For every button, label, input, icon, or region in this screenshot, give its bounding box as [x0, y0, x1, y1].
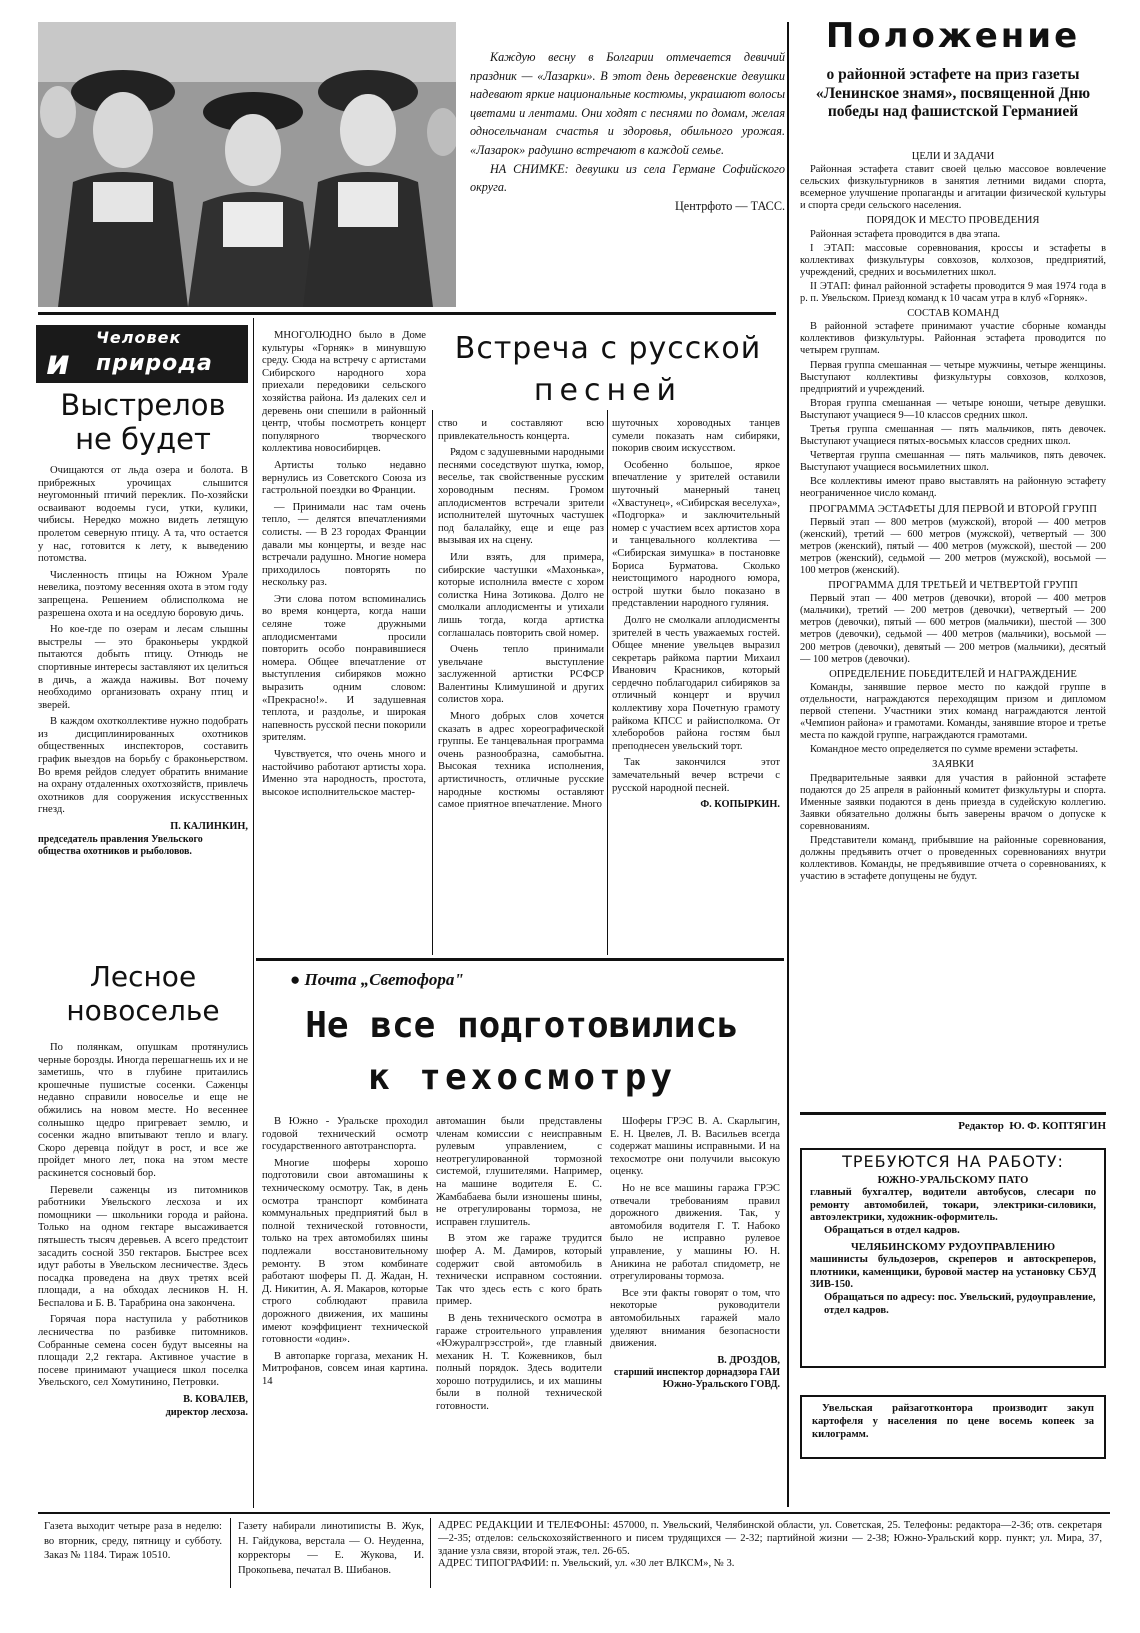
job-ads-title: ТРЕБУЮТСЯ НА РАБОТУ: — [842, 1152, 1064, 1171]
rubric-nature-line1: Человек — [96, 328, 182, 347]
article-inspection-paragraph: В Южно - Уральске проходил годовой технический осмотр государственного автотранспорта. — [262, 1116, 428, 1153]
regulation-sections — [800, 151, 1106, 883]
article-forest-body — [38, 1042, 248, 1504]
photo-caption — [470, 48, 785, 215]
article-forest-paragraph: По полянкам, опушкам протянулись черные борозды. Иногда перешагнешь их и не заметишь, что в глубине притаились крошечные пушистые сосенки. Саженцы недавно справили новоселье и еще не обжились на новом месте. Но весеннее солнышко щедро пригревает землю, и сосенки жадно впитывают тепло и влагу. Скоро деревца пойдут в рост, и все же пройдет много лет, пока на этом месте раскинется сосновый бор. — [38, 1042, 248, 1179]
regulation-section-head: ОПРЕДЕЛЕНИЕ ПОБЕДИТЕЛЕЙ И НАГРАЖДЕНИЕ — [829, 668, 1077, 680]
article-inspection-signature-role: старший инспектор дорнадзора ГАИ Южно-Уральского ГОВД. — [613, 1367, 780, 1391]
article-shots-signature-role: председатель правления Увельского общества охотников и рыболовов. — [38, 833, 203, 857]
regulation-paragraph: Представители команд, прибывшие на районные соревнования, должны предъявить отчет о проведенных соревнованиях внутри коллективов. Команды, не предъявившие отчета о соревнованиях, к участию в эстафете допущены не будут. — [800, 834, 1106, 883]
regulation-paragraph: Первый этап — 800 метров (мужской), второй — 400 метров (женский), третий — 600 метров (мужской), четвертый — 300 метров (женский), пятый — 400 метров (мужской), шестой — 200 метров (женский), седьмой — 200 метров (мужской), восьмой — 100 метров (женский). — [800, 516, 1106, 576]
regulation-section-head: ЦЕЛИ И ЗАДАЧИ — [911, 151, 995, 162]
regulation-section-head: ПРОГРАММА ДЛЯ ТРЕТЬЕЙ И ЧЕТВЕРТОЙ ГРУПП — [828, 580, 1078, 592]
article-meeting-paragraph: Особенно большое, яркое впечатление у зрителей оставили шуточный манерный танец «Хвастунец», «Сибирская веселуха», «Подгорка» и заключительный номер с участием всех артистов хора и танцевального коллектива — «Сибирская зимушка» в постановке Бориса Бурматова. Сколько неистощимого народного юмора, острой шутки было показано в представлении народного гуляния. — [612, 459, 780, 610]
footer-publication: Газета выходит четыре раза в неделю: во вторник, среду, пятницу и субботу. Заказ № 1184. Тираж 10510. — [44, 1521, 222, 1561]
article-meeting-paragraph: — Принимали нас там очень тепло, — делятся впечатлениями солисты. — В 23 городах Франции давали мы концерты, и везде нас встречали радушно. Многие номера приходилось повторять по нескольку раз. — [262, 501, 426, 589]
regulation-paragraph: Третья группа смешанная — пять мальчиков, пять девочек. Выступают учащиеся пятых-восьмых классов средних школ. — [800, 423, 1106, 448]
article-meeting-col1 — [262, 330, 426, 952]
rubric-nature — [36, 325, 248, 383]
regulation-section-head: ПРОГРАММА ЭСТАФЕТЫ ДЛЯ ПЕРВОЙ И ВТОРОЙ ГРУПП — [809, 503, 1097, 515]
article-meeting-paragraph: Много добрых слов хочется сказать в адрес хореографической группы. Ее танцевальная программа очень разнообразна, самобытна. Высокая техника исполнения, артистичность, отличные русские народные костюмы оставляют самое приятное впечатление. Много — [438, 711, 604, 811]
article-forest-title-line2: новоселье — [66, 994, 220, 1027]
regulation-paragraph: Предварительные заявки для участия в районной эстафете подаются до 25 апреля в районный комитет физкультуры и спорта. Именные заявки подаются в день приезда в судейскую коллегию. Заявки обязательно должны быть заверены врачом о допуске к соревнованиям. — [800, 772, 1106, 832]
article-meeting-paragraph: Артисты только недавно вернулись из Советского Союза из гастрольной поездки во Франции. — [262, 459, 426, 497]
article-forest-title — [38, 960, 248, 1028]
job-ads-block2-text: машинисты бульдозеров, скреперов и автоскреперов, плотники, каменщики, буровой мастер на установку СБУД ЗИВ-150. — [810, 1254, 1096, 1291]
article-inspection-col2 — [436, 1116, 602, 1506]
regulation-paragraph: Команды, занявшие первое место по каждой группе в отдельности, награждаются переходящим призом и дипломом первой степени. Участники этих команд награждаются лентой «Чемпион района» и грамотами. Команды, занявшие второе и третье места по каждой группе, награждаются грамотами. — [800, 681, 1106, 742]
article-forest-title-line1: Лесное — [89, 960, 197, 993]
article-meeting-paragraph: шуточных хороводных танцев сумели показать нам сибиряки, покорив своим искусством. — [612, 418, 780, 455]
article-shots-body — [38, 465, 248, 953]
editor-line — [800, 1120, 1106, 1132]
article-shots-title: Выстрелов не будет — [60, 388, 226, 456]
footer-address-printing: АДРЕС ТИПОГРАФИИ: п. Увельский, ул. «30 лет ВЛКСМ», № 3. — [438, 1558, 735, 1570]
article-inspection-paragraph: Все эти факты говорят о том, что некоторые руководители автомобильных гаражей мало уделяют внимания безопасности движения. — [610, 1287, 780, 1350]
regulation-section-head: ПОРЯДОК И МЕСТО ПРОВЕДЕНИЯ — [866, 215, 1040, 227]
article-inspection-paragraph: Шоферы ГРЭС В. А. Скарлыгин, Е. Н. Цвелев, Л. В. Васильев всегда содержат машины исправными. И на техосмотре они получили высокую оценку. — [610, 1116, 780, 1178]
article-meeting-paragraph: Долго не смолкали аплодисменты зрителей в честь уважаемых гостей. Общее мнение увельцев выразил секретарь райкома партии Михаил Иванович Красников, который сердечно поблагодарил сибиряков за отличный концерт и вручил коллективу хора Почетную грамоту райкома КПСС и райисполкома. От хлеборобов района гостям был преподнесен увельский торт. — [612, 614, 780, 752]
article-inspection-paragraph: автомашин были представлены членам комиссии с неисправным рулевым управлением, с неотрегулированной тормозной системой, глушителями. Например, на машине водителя Е. С. Жамбабаева были изношены шины, не отрегулированы тормоза, не исправен глушитель. — [436, 1116, 602, 1228]
right-column-divider — [787, 22, 789, 1507]
potato-ad-box — [800, 1395, 1106, 1459]
meeting-col-divider — [607, 410, 608, 955]
footer-col-divider — [430, 1518, 431, 1588]
article-inspection-col3 — [610, 1116, 780, 1506]
article-shots-paragraph: Но кое-где по озерам и лесам слышны выстрелы — это браконьеры укрдкой пытаются добыть птицу. Отнюдь не спортивные интересы заставляют их целиться в дичь, а жажда наживы. Вот почему необходимо организовать охрану птиц и зверей. — [38, 624, 248, 711]
article-inspection-col1 — [262, 1116, 428, 1506]
bullet-icon: ● — [290, 970, 305, 989]
article-inspection-rubric — [290, 970, 590, 990]
job-ads-block2-contact: Обращаться по адресу: пос. Увельский, рудоуправление, отдел кадров. — [824, 1291, 1096, 1316]
article-inspection-paragraph: В день технического осмотра в гараже строительного управления «Южуралгрэсстрой», где главный механик Н. Т. Кожевников, был полный порядок. Здесь водители хорошо потрудились, и их машины были в полной технической готовности. — [436, 1312, 602, 1413]
article-meeting-paragraph: МНОГОЛЮДНО было в Доме культуры «Горняк» в минувшую среду. Сюда на встречу с артистами Сибирского народного хора приехали передовики сельского хозяйства района. Из далеких сел и деревень они спешили в районный центр, чтобы посмотреть концерт популярного творческого коллектива новосибирцев. — [262, 330, 426, 455]
article-meeting-paragraph: Рядом с задушевными народными песнями соседствуют шутка, юмор, веселье, так свойственные русским хороводным песням. Громом аплодисментов встречали зрители исполнителей шуточных частушек под балалайку, еще и еще раз вызывая их на сцену. — [438, 447, 604, 547]
regulation-paragraph: Командное место определяется по сумме времени эстафеты. — [810, 744, 1078, 756]
article-meeting-col2 — [438, 418, 604, 952]
regulation-paragraph: Вторая группа смешанная — четыре юноши, четыре девушки. Выступают учащиеся 9—10 классов средних школ. — [800, 397, 1106, 421]
footer-col-divider — [230, 1518, 231, 1588]
rubric-nature-prefix: и — [46, 343, 70, 383]
article-forest-paragraph: Горячая пора наступила у работников лесничества по разбивке питомников. Собранные семена сосен будут высеяны на площади 2,2 гектара. Активное участие в посеве принимают учащиеся школ поселка Увельского, сел Хомутинино, Петровки. — [38, 1314, 248, 1389]
footer-address — [438, 1520, 1102, 1571]
job-ads-box — [800, 1148, 1106, 1368]
regulation-paragraph: Все коллективы имеют право выставлять на районную эстафету неограниченное число команд. — [800, 476, 1106, 500]
article-shots-paragraph: Очищаются от льда озера и болота. В прибрежных урочищах слышится неугомонный птичий переклик. По-хозяйски осваивают водоемы гуси, утки, кулики, чибисы. Нередко можно видеть летящую пролетом северную птицу. А та, что остается у нас, готовится к лету, к выведению потомства. — [38, 465, 248, 565]
article-inspection-paragraph: В этом же гараже трудится шофер А. М. Дамиров, который содержит свой автомобиль в технически исправном состоянии. Так что здесь есть с кого брать пример. — [436, 1233, 602, 1308]
editor-name: Ю. Ф. КОПТЯГИН — [1009, 1120, 1106, 1132]
left-column-divider — [253, 318, 254, 1508]
rubric-nature-line2: природа — [96, 351, 213, 376]
article-forest-signature-role: директор лесхоза. — [165, 1406, 248, 1418]
editor-divider — [800, 1112, 1106, 1115]
article-meeting-paragraph: Очень тепло принимали увельчане выступление заслуженной артистки РСФСР Валентины Климушиной и других солистов хора. — [438, 644, 604, 706]
photo-caption-note: НА СНИМКЕ: девушки из села Германе Софийского округа. — [470, 161, 785, 195]
photo-caption-text: Каждую весну в Болгарии отмечается девичий праздник — «Лазарки». В этот день деревенские девушки надевают яркие национальные костюмы, украшают волосы цветами и лентами. Они ходят с песнями по домам, желая односельчанам счастья и здоровья, обильного урожая. «Лазарок» радушно встречают в каждой семье. — [470, 50, 785, 157]
article-inspection-paragraph: Многие шоферы хорошо подготовили свои автомашины к техническому осмотру. Так, в день осмотра транспорт комбината коммунальных предприятий был в полной технической готовности, только на трех автомобилях шины подлежали восстановительному ремонту. В этом комбинате работают шоферы П. Д. Жадан, Н. Д. Никитин, А. Я. Макаров, которые строго соблюдают правила дорожного движения, их машины имеют коэффициент технической готовности «один». — [262, 1157, 428, 1346]
regulation-paragraph: I ЭТАП: массовые соревнования, кроссы и эстафеты в коллективах физкультуры совхозов, колхозов, предприятий, учреждений, средних и восьмилетних школ. — [800, 242, 1106, 278]
article-forest-paragraph: Перевели саженцы из питомников работники Увельского лесхоза и их помощники — школьники города и района. Только на одном гектаре высаживается пятьшесть тысяч деревьев. А всего предстоит засадить сосной 350 гектаров. Быстрее всех идут работы в Увельском лесничестве. Здесь посадка проведена на двух третях всей площади, а на обходах лесников Н. Н. Беспалова и Б. В. Тарабрина она закончена. — [38, 1184, 248, 1309]
regulation-title: Положение — [825, 16, 1081, 56]
regulation-section-head: СОСТАВ КОМАНД — [907, 308, 999, 320]
mid-divider — [256, 958, 784, 961]
regulation-paragraph: II ЭТАП: финал районной эстафеты проводится 9 мая 1974 года в р. п. Увельском. Приезд команд к 10 часам утра в клуб «Горняк». — [800, 280, 1106, 305]
article-shots-paragraph: Численность птицы на Южном Урале невелика, поэтому весенняя охота в этом году запрещена. Решением облисполкома не разрешена охота и на оседлую боровую дичь. — [38, 569, 248, 619]
article-forest-signature: В. КОВАЛЕВ, — [183, 1394, 248, 1406]
article-meeting-title-line1: Встреча с русской — [454, 331, 762, 366]
regulation-paragraph: Четвертая группа смешанная — пять мальчиков, пять девочек. Выступают учащиеся восьмилетних школ. — [800, 450, 1106, 474]
regulation-paragraph: Первая группа смешанная — четыре мужчины, четыре женщины. Выступают коллективы физкультуры совхозов, колхозов, предприятий и учреждений. — [800, 359, 1106, 395]
article-meeting-paragraph: Эти слова потом вспоминались во время концерта, когда наши селяне тоже дружными аплодисментами просили повторить особо понравившиеся номера. Общее впечатление от выступления сибиряков можно выразить одним словом: «Прекрасно!». И задушевная теплота, и раздолье, и широкая напевность русской песни покорили зрителям. — [262, 593, 426, 744]
article-inspection-signature: В. ДРОЗДОВ, — [717, 1354, 780, 1366]
job-ads-block2-head: ЧЕЛЯБИНСКОМУ РУДОУПРАВЛЕНИЮ — [850, 1241, 1056, 1253]
top-divider — [38, 312, 776, 315]
article-shots-signature: П. КАЛИНКИН, — [170, 821, 248, 833]
article-meeting-col3 — [612, 418, 780, 952]
article-meeting-paragraph: ство и составляют всю привлекательность концерта. — [438, 418, 604, 442]
lazarki-photo — [38, 22, 456, 307]
article-meeting-paragraph: Так закончился этот замечательный вечер встречи с русской народной песней. — [612, 757, 780, 794]
article-shots-paragraph: В каждом охотколлективе нужно подобрать из дисциплинированных охотников общественных инспекторов, составить график выездов на борьбу с браконьерством. Во время рейдов следует обратить внимание на охрану отдаленных охотхозяйств, привлечь охотников для сооружения искусственных гнезд. — [38, 716, 248, 816]
footer-address-editorial: АДРЕС РЕДАКЦИИ И ТЕЛЕФОНЫ: 457000, п. Увельский, Челябинской области, ул. Советская, 25. Телефоны: редактора—2-36; отв. секретаря —2-35; отделов: сельскохозяйственного и писем трудящихся — 2-32; партийной жизни — 2-38; Южно-Уральский корр. пункт; ул. Мира, 37, здание узла связи, второй этаж, тел. 26-65. — [438, 1520, 1102, 1557]
article-meeting-paragraph: Или взять, для примера, сибирские частушки «Махонька», которые исполнила вместе с хором солистка Нина Зотикова. Долго не смолкали аплодисменты и утихали лишь тогда, когда артистка соглашалась повторить свой номер. — [438, 551, 604, 639]
article-meeting-title — [438, 328, 778, 412]
regulation-paragraph: Районная эстафета проводится в два этапа. — [810, 228, 1001, 240]
article-inspection-paragraph: В автопарке горгаза, механик Н. Митрофанов, совсем иная картина. 14 — [262, 1350, 428, 1387]
article-inspection-paragraph: Но не все машины гаража ГРЭС отвечали требованиям правил дорожного движения. Так, у автомобиля водителя Г. Т. Набоко было не исправно рулевое управление, у машины Ю. Н. Аникина не работал спидометр, не отрегулированы тормоза. — [610, 1182, 780, 1283]
regulation-section-head: ЗАЯВКИ — [932, 759, 974, 771]
regulation-paragraph: В районной эстафете принимают участие сборные команды коллективов физкультуры. Районная эстафета проводится по четырем группам. — [800, 321, 1106, 357]
regulation-subtitle: о районной эстафете на приз газеты «Ленинское знамя», посвященной Дню победы над фашистской Германией — [815, 66, 1091, 120]
job-ads-block1-head: ЮЖНО-УРАЛЬСКОМУ ПАТО — [877, 1174, 1029, 1186]
potato-ad-text: Увельская райзаготконтора производит закуп картофеля у населения по цене восемь копеек за килограмм. — [812, 1403, 1094, 1440]
regulation-paragraph: Районная эстафета ставит своей целью массовое вовлечение сельских физкультурников в занятия летними видами спорта, всемерное улучшение пропаганды и агитации физической культуры и спорта среди сельского населения. — [800, 164, 1106, 212]
footer-divider — [38, 1512, 1110, 1514]
regulation-paragraph: Первый этап — 400 метров (девочки), второй — 400 метров (мальчики), третий — 200 метров (девочки), четвертый — 200 метров (девочки), пятый — 600 метров (мальчики), шестой — 300 метров (девочки), седьмой — 400 метров (мальчики), восьмой — 200 метров (девочки), девятый — 200 метров (мальчики), десятый — 100 метров (девочки). — [800, 593, 1106, 665]
article-meeting-signature: Ф. КОПЫРКИН. — [700, 799, 780, 811]
article-meeting-paragraph: Чувствуется, что очень много и настойчиво работают артисты хора. Именно эта народность, простота, высокое исполнительское мастер- — [262, 749, 426, 798]
regulation-body — [800, 148, 1106, 1108]
article-meeting-title-line2: песней — [533, 373, 683, 408]
lazarki-photo-image — [38, 22, 456, 307]
article-inspection-rubric-text: Почта „Светофора" — [304, 970, 464, 989]
photo-caption-source: Центрфото — ТАСС. — [674, 198, 785, 213]
job-ads-block1-text: главный бухгалтер, водители автобусов, слесари по ремонту автомобилей, токари, электрики-силовики, автоэлектрики, художник-оформитель. — [810, 1187, 1096, 1224]
article-inspection-title-line2: к техосмотру — [367, 1057, 677, 1098]
article-inspection-title — [262, 1000, 782, 1104]
meeting-col-divider — [432, 410, 433, 955]
editor-label: Редактор — [958, 1120, 1004, 1132]
footer-staff: Газету набирали линотиписты В. Жук, Н. Гайдукова, верстала — О. Неуденна, корректоры — Е. Жукова, И. Прокопьева, печатал В. Шибанов. — [238, 1521, 424, 1576]
article-inspection-title-line1: Не все подготовились — [305, 1005, 739, 1046]
job-ads-block1-contact: Обращаться в отдел кадров. — [824, 1224, 960, 1236]
